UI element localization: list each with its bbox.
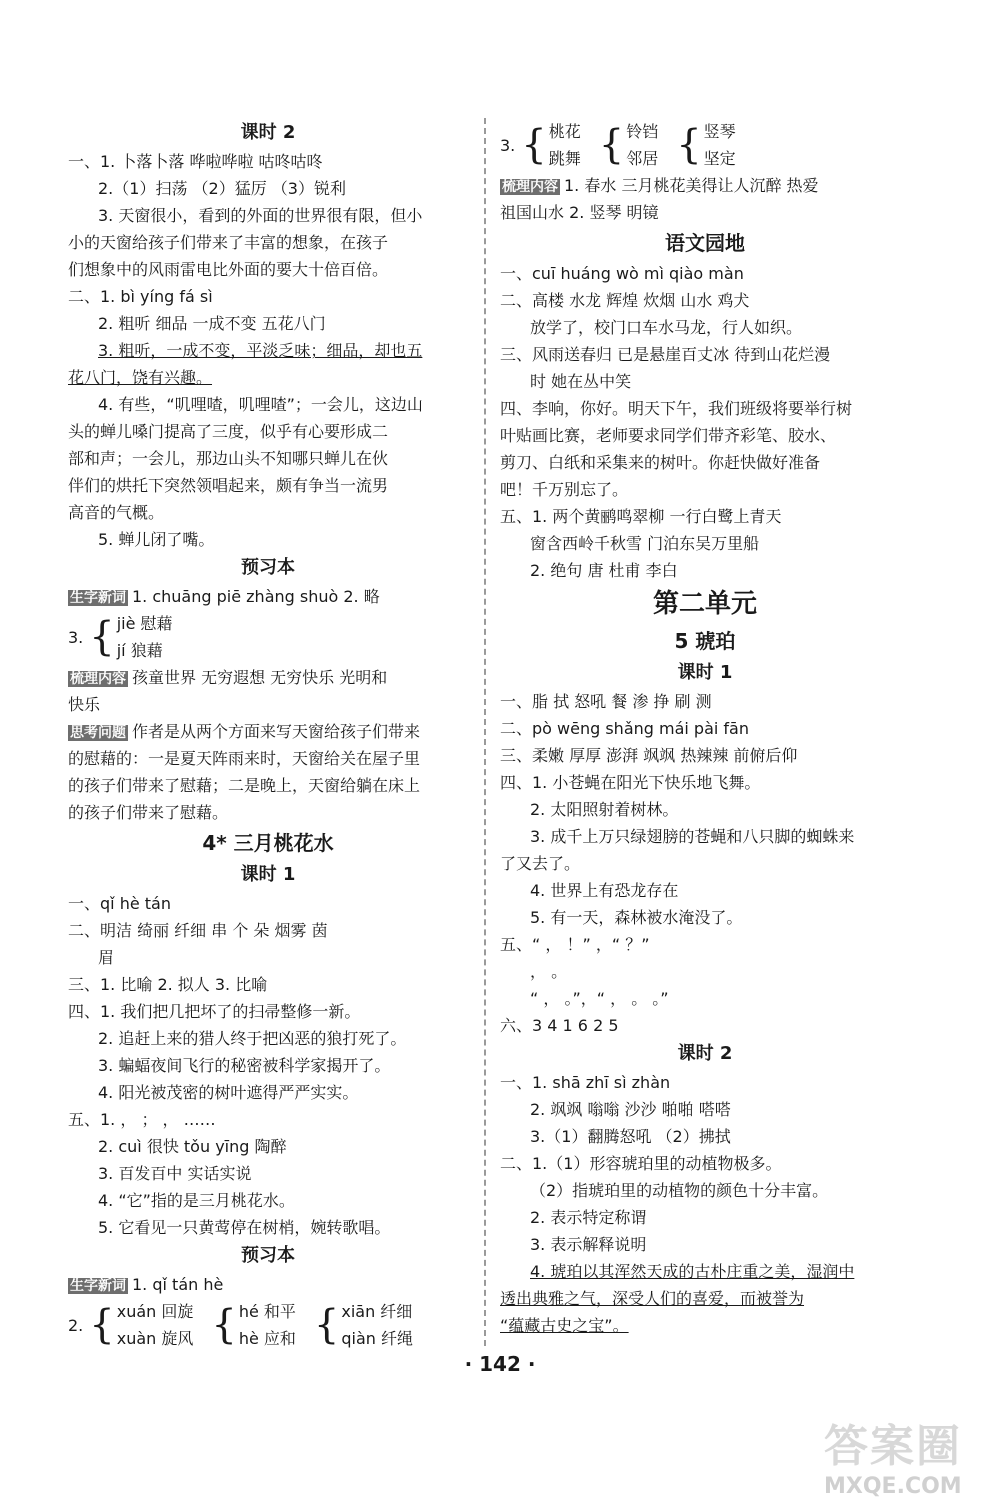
- section-title: 预习本: [241, 557, 295, 578]
- answer-line: 四、李响，你好。明天下午，我们班级将要举行树: [500, 399, 853, 418]
- brace-group: [68, 1298, 468, 1352]
- answer-line: 五、1. ， ； ， ……: [68, 1110, 216, 1129]
- answer-line: 生字新词 1. chuāng piē zhàng shuò 2. 略: [70, 587, 380, 606]
- answer-line: 五、1. 两个黄鹂鸣翠柳 一行白鹭上青天: [500, 507, 782, 526]
- brace-symbol: {: [211, 1302, 237, 1348]
- lesson-title: 课时 2: [677, 1043, 733, 1064]
- page-number: · 142 ·: [464, 1352, 536, 1376]
- brace-item: { xuán 回旋 xuàn 旋风: [89, 1302, 194, 1348]
- answer-line: 4. 琥珀以其浑然天成的古朴庄重之美，湿润中: [530, 1262, 855, 1281]
- left-column: [68, 118, 468, 1352]
- answer-line: 2. 太阳照射着树林。: [530, 800, 679, 819]
- answer-line: 四、1. 小苍蝇在阳光下快乐地飞舞。: [500, 773, 761, 792]
- lesson-title: 课时 2: [240, 122, 296, 143]
- answer-line: 生字新词 1. qǐ tán hè: [70, 1275, 224, 1294]
- answer-line: 二、高楼 水龙 辉煌 炊烟 山水 鸡犬: [500, 291, 750, 310]
- answer-line: 吧！千万别忘了。: [500, 480, 629, 499]
- lesson-title: 课时 1: [240, 864, 296, 885]
- answer-line: 了又去了。: [500, 854, 581, 873]
- brace-symbol: {: [676, 122, 702, 168]
- answer-line: 高音的气概。: [68, 503, 165, 522]
- watermark-url: MXQE.COM: [824, 1474, 962, 1499]
- brace-symbol: {: [313, 1302, 340, 1348]
- answer-line: 放学了，校门口车水马龙，行人如织。: [530, 318, 803, 337]
- brace-symbol: {: [521, 122, 547, 168]
- answer-line: 2. cuì 很快 tǒu yīng 陶醉: [98, 1137, 287, 1156]
- answer-line: 5. 蝉儿闭了嘴。: [98, 530, 215, 549]
- answer-line: 头的蝉儿嗓门提高了三度，似乎有心要形成二: [68, 422, 389, 441]
- answer-line: 3. 表示解释说明: [530, 1235, 647, 1254]
- answer-line: 2. 表示特定称谓: [530, 1208, 647, 1227]
- unit-title: 第二单元: [652, 589, 757, 619]
- label-tag: 思考问题: [70, 725, 126, 741]
- lesson-title: 课时 1: [677, 662, 733, 683]
- answer-line: 三、1. 比喻 2. 拟人 3. 比喻: [68, 975, 268, 994]
- answer-line: 4. 阳光被茂密的树叶遮得严严实实。: [98, 1083, 359, 1102]
- answer-line: 一、cuī huáng wò mì qiào màn: [500, 264, 744, 283]
- brace-item: { 铃铛 邻居: [598, 122, 659, 168]
- answer-line: 快乐: [68, 695, 101, 714]
- chapter-title: 5 琥珀: [674, 629, 736, 653]
- item-number: 2.: [68, 1315, 84, 1335]
- answer-line: 五、“ ， ！” ，“ ？”: [500, 935, 650, 954]
- answer-line: 六、3 4 1 6 2 5: [500, 1016, 619, 1035]
- answer-line: 3. 天窗很小，看到的外面的世界很有限，但小: [98, 206, 423, 225]
- item-number: 3.: [68, 627, 84, 647]
- right-column: [500, 118, 910, 1339]
- answer-line: 2. 飒飒 嗡嗡 沙沙 啪啪 嗒嗒: [530, 1100, 731, 1119]
- answer-line: 5. 它看见一只黄莺停在树梢，婉转歌唱。: [98, 1218, 391, 1237]
- answer-line: “蕴藏古史之宝”。: [500, 1316, 629, 1335]
- answer-line: 二、pò wēng shǎng mái pài fān: [500, 719, 750, 738]
- answer-line: 叶贴画比赛，老师要求同学们带齐彩笔、胶水、: [500, 426, 837, 445]
- answer-line: 伴们的烘托下突然领唱起来，颇有争当一流男: [68, 476, 389, 495]
- label-tag: 生字新词: [70, 590, 126, 606]
- label-tag: 梳理内容: [70, 671, 126, 687]
- answer-line: 4. 有些，“叽哩喳，叽哩喳”；一会儿，这边山: [98, 395, 423, 414]
- answer-line: 们想象中的风雨雷电比外面的要大十倍百倍。: [68, 260, 389, 279]
- answer-line: 四、1. 我们把几把坏了的扫帚整修一新。: [68, 1002, 361, 1021]
- answer-line: 三、柔嫩 厚厚 澎湃 飒飒 热辣辣 前俯后仰: [500, 746, 798, 765]
- answer-line: 3. 成千上万只绿翅膀的苍蝇和八只脚的蜘蛛来: [530, 827, 855, 846]
- brace-symbol: {: [598, 122, 625, 168]
- answer-line: 3. 蝙蝠夜间飞行的秘密被科学家揭开了。: [98, 1056, 391, 1075]
- brace-item: { 竖琴 坚定: [676, 122, 736, 168]
- answer-line: 眉: [98, 948, 115, 967]
- brace-item: { jiè 慰藉 jí 狼藉: [89, 614, 173, 660]
- answer-line: 2.（1）扫荡 （2）猛厉 （3）锐利: [98, 179, 346, 198]
- brace-item: { hé 和平 hè 应和: [211, 1302, 296, 1348]
- answer-line: 一、1. 卜落卜落 哗啦哗啦 咕咚咕咚: [68, 152, 323, 171]
- answer-line: 三、风雨送春归 已是悬崖百丈冰 待到山花烂漫: [500, 345, 831, 364]
- brace-symbol: {: [89, 614, 115, 660]
- answer-line: 二、1.（1）形容琥珀里的动植物极多。: [500, 1154, 782, 1173]
- answer-line: 窗含西岭千秋雪 门泊东吴万里船: [530, 534, 760, 553]
- answer-line: ， 。: [530, 962, 568, 981]
- column-divider: [484, 118, 486, 1346]
- answer-line: 剪刀、白纸和采集来的树叶。你赶快做好准备: [500, 453, 821, 472]
- answer-line: 4. “它”指的是三月桃花水。: [98, 1191, 295, 1210]
- label-tag: 梳理内容: [502, 179, 558, 195]
- answer-line: 思考问题 作者是从两个方面来写天窗给孩子们带来: [70, 722, 421, 741]
- answer-line: 2. 粗听 细品 一成不变 五花八门: [98, 314, 326, 333]
- answer-line: 3. 粗听，一成不变，平淡乏味；细品，却也五: [98, 341, 423, 360]
- brace-item: { 桃花 跳舞: [521, 122, 581, 168]
- brace-group: [500, 118, 910, 172]
- answer-line: 2. 绝句 唐 杜甫 李白: [530, 561, 678, 580]
- answer-line: 二、明洁 绮丽 纤细 串 个 朵 烟雾 茵: [68, 921, 328, 940]
- brace-symbol: {: [89, 1302, 115, 1348]
- answer-line: 时 她在丛中笑: [530, 372, 632, 391]
- answer-line: 透出典雅之气，深受人们的喜爱，而被誉为: [500, 1289, 805, 1308]
- answer-line: 2. 追赶上来的猎人终于把凶恶的狼打死了。: [98, 1029, 407, 1048]
- answer-line: 的慰藉的：一是夏天阵雨来时，天窗给关在屋子里: [68, 749, 421, 768]
- watermark-text: 答案圈: [824, 1421, 962, 1472]
- answer-line: 小的天窗给孩子们带来了丰富的想象，在孩子: [68, 233, 389, 252]
- answer-line: 一、1. shā zhī sì zhàn: [500, 1073, 671, 1092]
- answer-line: 一、qǐ hè tán: [68, 894, 171, 913]
- chapter-title: 4* 三月桃花水: [202, 831, 334, 855]
- brace-group: [68, 610, 468, 664]
- answer-line: 花八门，饶有兴趣。: [68, 368, 213, 387]
- answer-line: 的孩子们带来了慰藉。: [68, 803, 229, 822]
- answer-line: 祖国山水 2. 竖琴 明镜: [500, 203, 659, 222]
- brace-item: { xiān 纤细 qiàn 纤绳: [313, 1302, 413, 1348]
- item-number: 3.: [500, 135, 516, 155]
- watermark-logo: [824, 1410, 994, 1499]
- answer-line: “ ， 。”，“ ， 。 。”: [530, 989, 669, 1008]
- answer-line: （2）指琥珀里的动植物的颜色十分丰富。: [530, 1181, 829, 1200]
- answer-line: 梳理内容 1. 春水 三月桃花美得让人沉醉 热爱: [502, 176, 819, 195]
- answer-line: 3.（1）翻腾怒吼 （2）拂拭: [530, 1127, 731, 1146]
- answer-line: 3. 百发百中 实话实说: [98, 1164, 252, 1183]
- answer-line: 5. 有一天，森林被水淹没了。: [530, 908, 743, 927]
- answer-line: 4. 世界上有恐龙存在: [530, 881, 679, 900]
- section-title: 预习本: [241, 1245, 295, 1266]
- answer-line: 部和声；一会儿，那边山头不知哪只蝉儿在伙: [68, 449, 389, 468]
- section-title: 语文园地: [665, 231, 745, 255]
- label-tag: 生字新词: [70, 1278, 126, 1294]
- answer-line: 一、脂 拭 怒吼 餐 渗 挣 刷 测: [500, 692, 712, 711]
- answer-line: 梳理内容 孩童世界 无穷遐想 无穷快乐 光明和: [70, 668, 388, 687]
- answer-line: 二、1. bì yíng fá sì: [68, 287, 213, 306]
- answer-line: 的孩子们带来了慰藉；二是晚上，天窗给躺在床上: [68, 776, 421, 795]
